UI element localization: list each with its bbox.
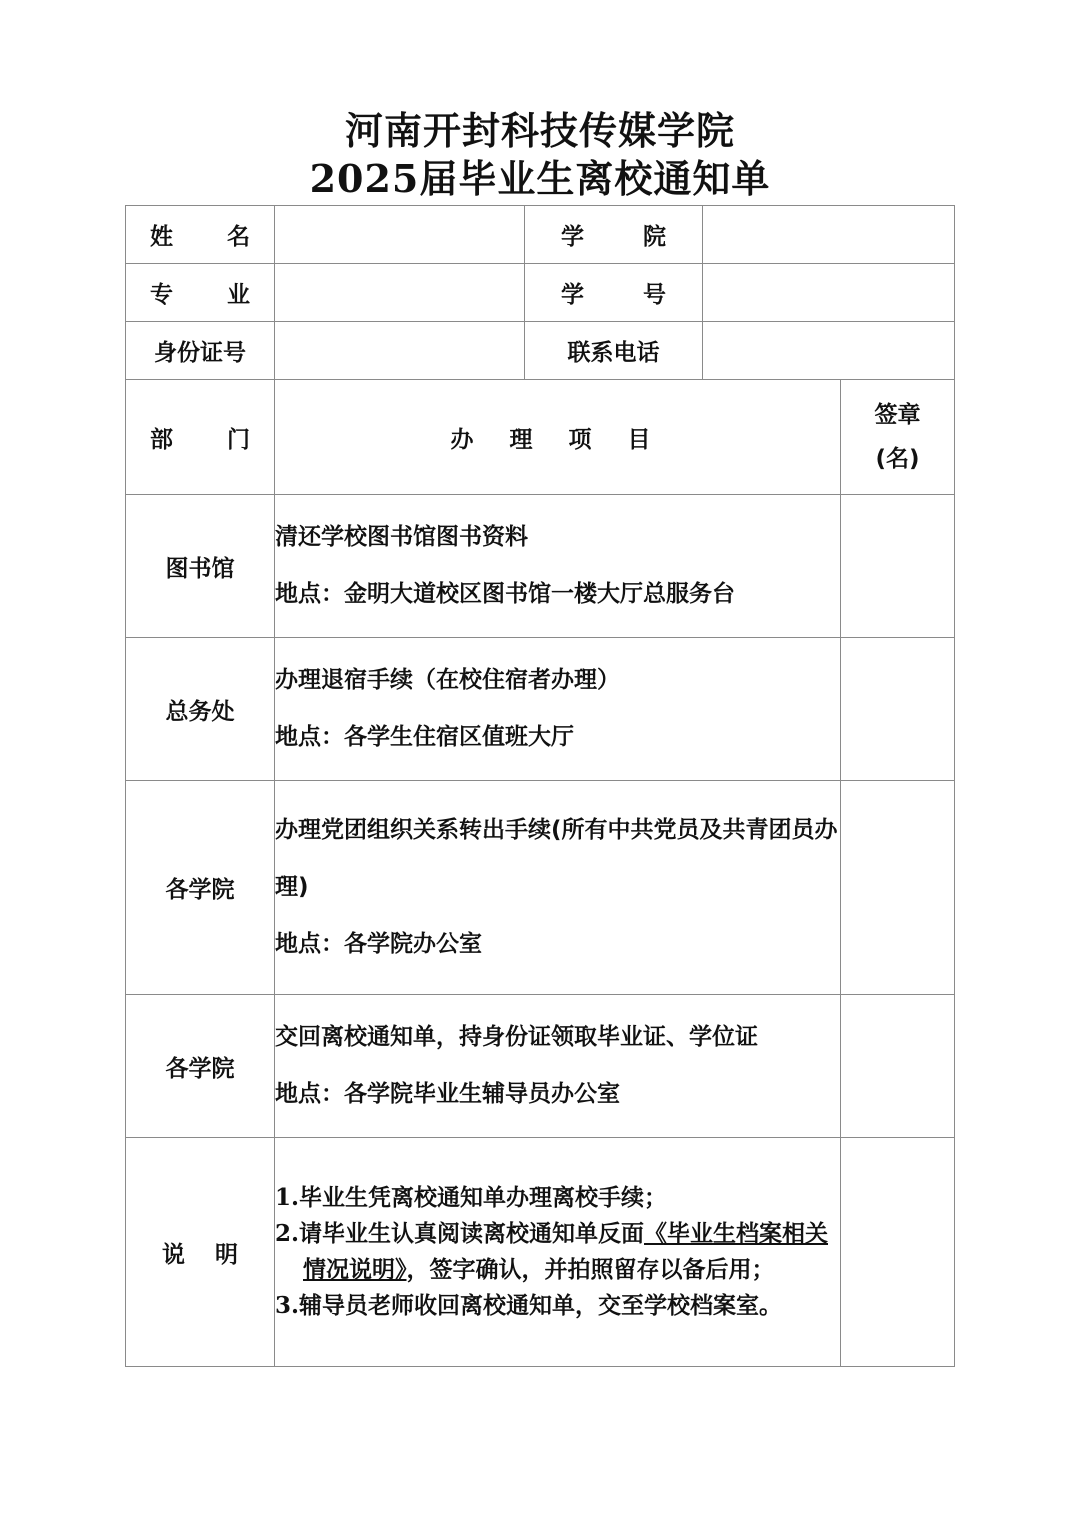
table-row [126,781,955,995]
student-id-label: 学 号 [525,264,703,322]
signature-header: 签章 (名) [841,380,955,495]
task-text: 办理党团组织关系转出手续(所有中共党员及共青团员办理) [275,817,838,900]
signature-cell[interactable] [841,1138,955,1367]
archive-notes-link: 《毕业生档案相关情况说明》 [303,1221,829,1283]
location-text: 地点：各学生住宿区值班大厅 [275,724,574,750]
student-id-field[interactable] [703,264,955,322]
location-text: 地点：各学院毕业生辅导员办公室 [275,1081,620,1107]
table-row [126,995,955,1138]
notes-row [126,1138,955,1367]
info-row-id-card [126,322,955,380]
table-row [126,495,955,638]
table-row [126,638,955,781]
task-text: 清还学校图书馆图书资料 [275,524,528,550]
note-item: 1.毕业生凭离校通知单办理离校手续； [275,1184,668,1211]
name-field[interactable] [275,206,525,264]
department-cell: 各学院 [126,781,275,995]
task-text: 交回离校通知单，持身份证领取毕业证、学位证 [275,1024,758,1050]
location-text: 地点：各学院办公室 [275,931,482,957]
note-item: 3.辅导员老师收回离校通知单，交至学校档案室。 [275,1292,783,1319]
table-header-row [126,380,955,495]
notes-cell [275,1138,841,1367]
items-header: 办 理 项 目 [275,380,841,495]
task-text: 办理退宿手续（在校住宿者办理） [275,667,620,693]
task-cell [275,781,841,995]
info-row-name [126,206,955,264]
phone-label: 联系电话 [525,322,703,380]
college-label: 学 院 [525,206,703,264]
page-title-school: 河南开封科技传媒学院 [344,108,735,153]
task-cell [275,495,841,638]
signature-cell[interactable] [841,638,955,781]
notes-list [275,1180,840,1324]
task-cell [275,995,841,1138]
name-label: 姓 名 [126,206,275,264]
department-header: 部 门 [126,380,275,495]
phone-field[interactable] [703,322,955,380]
location-text: 地点：金明大道校区图书馆一楼大厅总服务台 [275,581,735,607]
major-field[interactable] [275,264,525,322]
department-cell: 各学院 [126,995,275,1138]
notice-form-table [125,205,955,1367]
id-card-label: 身份证号 [126,322,275,380]
signature-cell[interactable] [841,495,955,638]
major-label: 专 业 [126,264,275,322]
college-field[interactable] [703,206,955,264]
note-item: 2.请毕业生认真阅读离校通知单反面《毕业生档案相关情况说明》，签字确认，并拍照留存以备后用； [275,1220,829,1283]
signature-cell[interactable] [841,995,955,1138]
department-cell: 总务处 [126,638,275,781]
signature-cell[interactable] [841,781,955,995]
department-cell: 图书馆 [126,495,275,638]
info-row-major [126,264,955,322]
notes-label: 说 明 [126,1138,275,1367]
task-cell [275,638,841,781]
id-card-field[interactable] [275,322,525,380]
page-title-notice: 2025届毕业生离校通知单 [309,156,771,201]
